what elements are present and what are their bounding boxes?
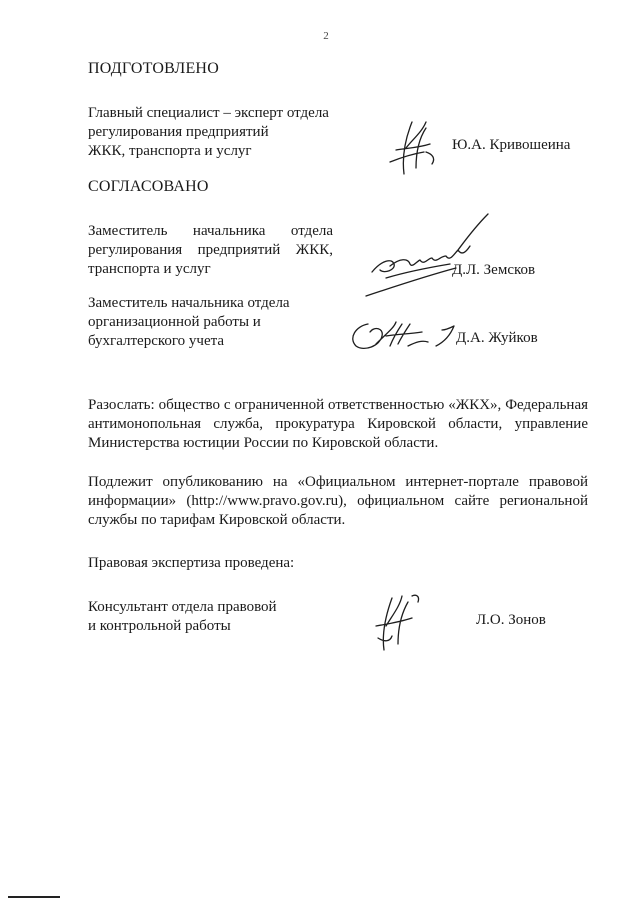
prepared-position-line: регулирования предприятий	[88, 124, 269, 140]
legal-review-position-line: Консультант отдела правовой	[88, 599, 277, 615]
agreed-position-line: организационной работы и	[88, 314, 261, 330]
agreed-position-line: Заместитель начальника отдела	[88, 223, 333, 239]
agreed-signer-name-1: Д.Л. Земсков	[452, 262, 536, 278]
prepared-heading: ПОДГОТОВЛЕНО	[88, 60, 219, 77]
agreed-signer-name-2: Д.А. Жуйков	[456, 330, 538, 346]
legal-review-position	[88, 598, 333, 636]
distribution-paragraph: Разослать: общество с ограниченной ответственностью «ЖКХ», Федеральная антимонопольная служба, прокуратура Кировской области, управление Министерства юстиции России по Кировской области.	[88, 397, 588, 451]
publication-paragraph: Подлежит опубликованию на «Официальном интернет-портале правовой информации» (http://www.pravo.gov.ru), официальном сайте региональной службы по тарифам Кировской области.	[88, 474, 588, 528]
agreed-heading: СОГЛАСОВАНО	[88, 178, 209, 195]
prepared-position	[88, 104, 333, 161]
legal-review-position-line: и контрольной работы	[88, 618, 231, 634]
signature-image	[366, 206, 496, 298]
prepared-position-line: Главный специалист – эксперт отдела	[88, 105, 329, 121]
agreed-position-1	[88, 222, 333, 279]
signature-image	[346, 316, 458, 356]
footer-divider	[8, 896, 60, 898]
agreed-position-line: транспорта и услуг	[88, 261, 211, 277]
prepared-signer-name: Ю.А. Кривошеина	[452, 137, 571, 153]
agreed-position-line: бухгалтерского учета	[88, 333, 225, 349]
agreed-position-line: Заместитель начальника отдела	[88, 295, 290, 311]
agreed-position-line: регулирования предприятий ЖКК,	[88, 242, 333, 258]
agreed-position-2	[88, 294, 333, 351]
signature-image	[370, 592, 426, 652]
signature-image	[382, 118, 444, 176]
prepared-position-line: ЖКК, транспорта и услуг	[88, 143, 252, 159]
legal-review-signer-name: Л.О. Зонов	[476, 612, 546, 628]
legal-review-heading: Правовая экспертиза проведена:	[88, 555, 295, 571]
page-number: 2	[323, 30, 329, 42]
